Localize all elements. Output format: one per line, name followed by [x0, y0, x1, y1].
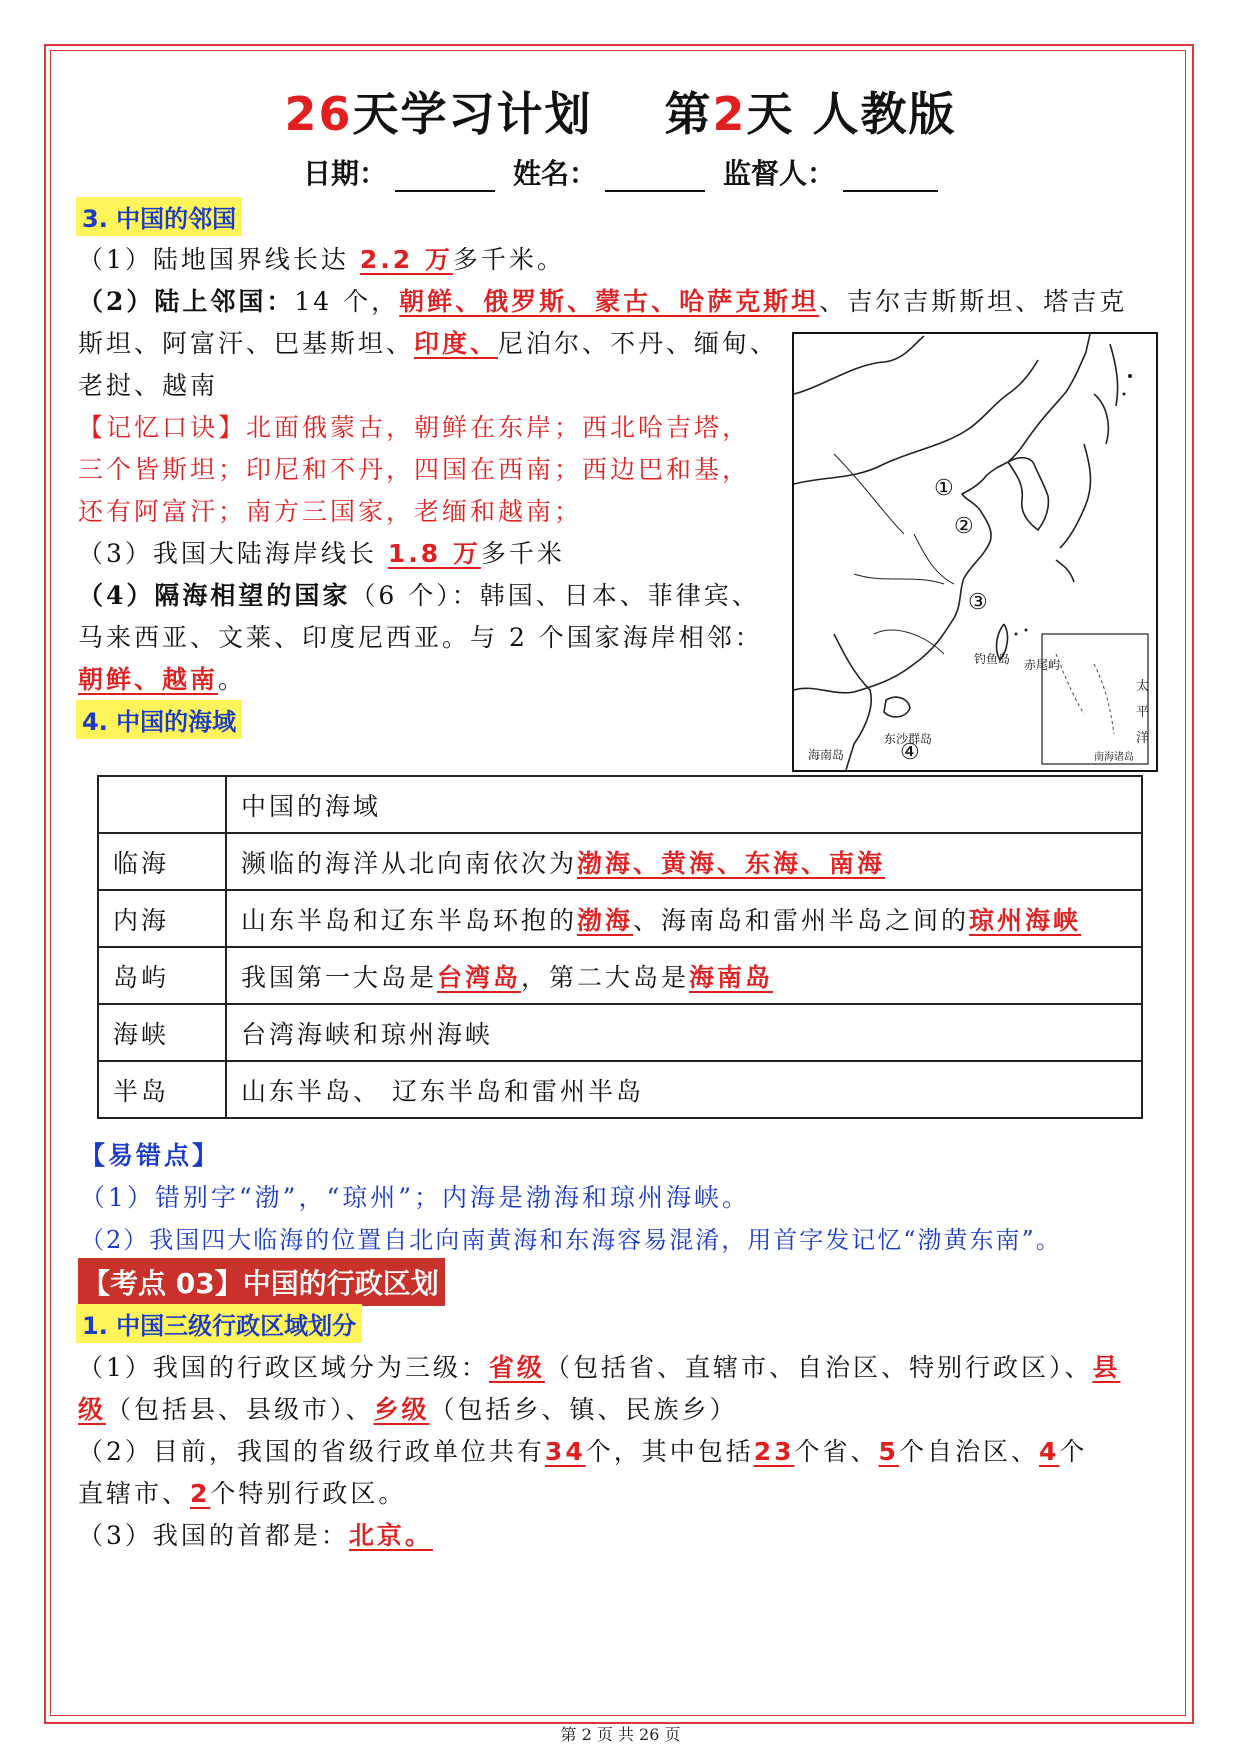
- row-content: 山东半岛、 辽东半岛和雷州半岛: [226, 1061, 1142, 1118]
- errors-heading: 【易错点】: [80, 1141, 221, 1170]
- row-answer: 渤海: [577, 905, 634, 935]
- admin-answer-provinces: 23: [753, 1437, 795, 1466]
- admin-p2-line2-pre: 直辖市、: [78, 1479, 191, 1508]
- admin-p1-text: （1）我国的行政区域分为三级：: [78, 1353, 489, 1382]
- neighbors-p2: [78, 282, 1127, 318]
- admin-answer-township: 乡级: [373, 1395, 430, 1424]
- map-marker-4: ④: [900, 740, 920, 765]
- admin-p1-mid: （包括省、直辖市、自治区、特别行政区）、: [544, 1353, 1093, 1382]
- p1-text: （1）陆地国界线长达: [78, 245, 349, 274]
- row-content: [226, 947, 1142, 1004]
- table-row: [98, 947, 1142, 1004]
- row-text: 山东半岛和辽东半岛环抱的: [241, 905, 578, 935]
- table-row: [98, 890, 1142, 947]
- admin-division-heading: 1. 中国三级行政区域划分: [76, 1304, 362, 1343]
- supervisor-label: 监督人：: [723, 157, 836, 190]
- error-item-1: （1）错别字“渤”，“琼州”；内海是渤海和琼州海峡。: [80, 1183, 751, 1212]
- admin-p2: [78, 1432, 1087, 1468]
- row-answer: 台湾岛: [437, 962, 522, 992]
- admin-p1: [78, 1348, 1120, 1384]
- p4-label: （4）隔海相望的国家: [78, 581, 351, 610]
- table-row: [98, 1004, 1142, 1061]
- neighbors-p4-line2: 马来西亚、文莱、印度尼西亚。与 2 个国家海岸相邻：: [78, 623, 763, 652]
- info-row: [0, 152, 1241, 192]
- map-label-dongsha: 东沙群岛: [884, 732, 933, 746]
- row-label: 半岛: [98, 1061, 226, 1118]
- neighbors-p1: [78, 240, 565, 276]
- section-4-heading: 4. 中国的海域: [76, 700, 242, 739]
- admin-p3-text: （3）我国的首都是：: [78, 1521, 349, 1550]
- row-content: [226, 890, 1142, 947]
- admin-answer-municipalities: 4: [1038, 1437, 1060, 1466]
- neighbors-p4: [78, 576, 760, 612]
- map-label-diaoyu: 钓鱼岛: [974, 652, 1011, 666]
- admin-p2-t2: 个省、: [794, 1437, 879, 1466]
- neighbors-p4-line3: [78, 660, 246, 696]
- border-north: [794, 336, 924, 394]
- keypoint-03-bar: 【考点 03】中国的行政区划: [78, 1258, 445, 1306]
- p4-end: 。: [218, 665, 247, 694]
- table-row: [98, 833, 1142, 890]
- p2-line2-pre: 斯坦、阿富汗、巴基斯坦、: [78, 329, 415, 358]
- p2-mid: 、吉尔吉斯斯坦、塔吉克: [819, 287, 1128, 316]
- admin-p2-text: （2）目前，我国的省级行政单位共有: [78, 1437, 545, 1466]
- admin-answer-county-b: 级: [78, 1395, 107, 1424]
- row-text: 濒临的海洋从北向南依次为: [241, 848, 578, 878]
- south-sea-inset: [1042, 634, 1148, 764]
- map-marker-1: ①: [934, 476, 954, 501]
- row-label: 内海: [98, 890, 226, 947]
- admin-p2-t1: 个，其中包括: [585, 1437, 754, 1466]
- map-marker-2: ②: [954, 514, 974, 539]
- error-item-2: （2）我国四大临海的位置自北向南黄海和东海容易混淆，用首字发记忆“渤黄东南”。: [80, 1226, 1062, 1254]
- map-label-chiwei: 赤尾屿: [1024, 658, 1061, 672]
- row-content: [226, 833, 1142, 890]
- date-blank[interactable]: [395, 160, 495, 192]
- table-header-blank: [98, 776, 226, 833]
- p2-count: 14 个，: [294, 287, 400, 316]
- map-marker-3: ③: [968, 590, 988, 615]
- admin-p1-line2: [78, 1390, 738, 1426]
- admin-p1-mid2: （包括县、县级市）、: [106, 1395, 374, 1424]
- row-label: 海峡: [98, 1004, 226, 1061]
- table-header-row: [98, 776, 1142, 833]
- admin-answer-county-a: 县: [1092, 1353, 1121, 1382]
- row-answer-2: 琼州海峡: [969, 905, 1082, 935]
- neighbors-p3: [78, 534, 565, 570]
- neighbors-p2-line3: 老挝、越南: [78, 371, 219, 400]
- title-number-days: 26: [284, 87, 353, 141]
- admin-answer-autonomous: 5: [878, 1437, 899, 1466]
- map-graphic: [794, 334, 1156, 770]
- table-row: [98, 1061, 1142, 1118]
- page-title: [0, 78, 1241, 144]
- admin-answer-province: 省级: [488, 1353, 545, 1382]
- map-label-hainan: 海南岛: [808, 748, 845, 762]
- name-blank[interactable]: [605, 160, 705, 192]
- row-text-mid: ，第二大岛是: [521, 962, 690, 992]
- p2-label: （2）陆上邻国：: [78, 287, 295, 316]
- title-day-number: 2: [712, 87, 747, 141]
- neighbors-p2-line2: [78, 324, 778, 360]
- admin-p1-post: （包括乡、镇、民族乡）: [429, 1395, 738, 1424]
- admin-answer-sar: 2: [190, 1479, 211, 1508]
- hainan: [884, 697, 910, 717]
- name-label: 姓名：: [512, 157, 597, 190]
- mnemonic-line-3: 还有阿富汗；南方三国家，老缅和越南；: [78, 497, 583, 526]
- p1-answer: 2.2 万: [359, 245, 453, 274]
- admin-answer-capital: 北京。: [348, 1521, 433, 1550]
- p4-rest: （6 个）：韩国、日本、菲律宾、: [350, 581, 760, 610]
- p4-answer: 朝鲜、越南: [78, 665, 219, 694]
- admin-p3: [78, 1516, 433, 1552]
- admin-p2-t3: 个自治区、: [898, 1437, 1039, 1466]
- map-label-nanhai: 南海诸岛: [1094, 752, 1134, 763]
- admin-answer-total: 34: [544, 1437, 586, 1466]
- row-label: 岛屿: [98, 947, 226, 1004]
- admin-p2-t4: 个: [1059, 1437, 1088, 1466]
- supervisor-blank[interactable]: [843, 160, 938, 192]
- p2-answer-1: 朝鲜、俄罗斯、蒙古、哈萨克斯坦: [399, 287, 820, 316]
- title-day-suffix: 天 人教版: [746, 87, 957, 141]
- admin-p2-line2: [78, 1474, 406, 1510]
- p3-text: （3）我国大陆海岸线长: [78, 539, 377, 568]
- p2-answer-2: 印度、: [414, 329, 499, 358]
- row-answer-2: 海南岛: [689, 962, 774, 992]
- admin-p2-t5: 个特别行政区。: [210, 1479, 407, 1508]
- p1-post: 多千米。: [452, 245, 565, 274]
- seas-table: [97, 775, 1143, 1119]
- page-footer: 第 2 页 共 26 页: [560, 1725, 681, 1744]
- row-answer: 渤海、黄海、东海、南海: [577, 848, 886, 878]
- map-label-taiping: 太平洋: [1136, 679, 1150, 746]
- row-label: 临海: [98, 833, 226, 890]
- korea: [1008, 458, 1048, 530]
- p3-answer: 1.8 万: [387, 539, 481, 568]
- mnemonic-line-2: 三个皆斯坦；印尼和不丹，四国在西南；西边巴和基，: [78, 455, 751, 484]
- mnemonic-line-1: 【记忆口诀】北面俄蒙古，朝鲜在东岸；西北哈吉塔，: [78, 413, 751, 442]
- japan: [1056, 394, 1108, 582]
- section-3-heading: 3. 中国的邻国: [76, 197, 242, 236]
- row-content: 台湾海峡和琼州海峡: [226, 1004, 1142, 1061]
- title-day-prefix: 第: [664, 87, 713, 141]
- date-label: 日期：: [302, 157, 387, 190]
- title-plan-text: 天学习计划: [352, 87, 593, 141]
- p2-line2-post: 尼泊尔、不丹、缅甸、: [498, 329, 779, 358]
- sakhalin: [1110, 344, 1118, 406]
- row-text: 我国第一大岛是: [241, 962, 438, 992]
- p3-post: 多千米: [480, 539, 565, 568]
- table-header-cell: 中国的海域: [226, 776, 1142, 833]
- china-map: [792, 332, 1158, 772]
- row-text-mid: 、海南岛和雷州半岛之间的: [633, 905, 970, 935]
